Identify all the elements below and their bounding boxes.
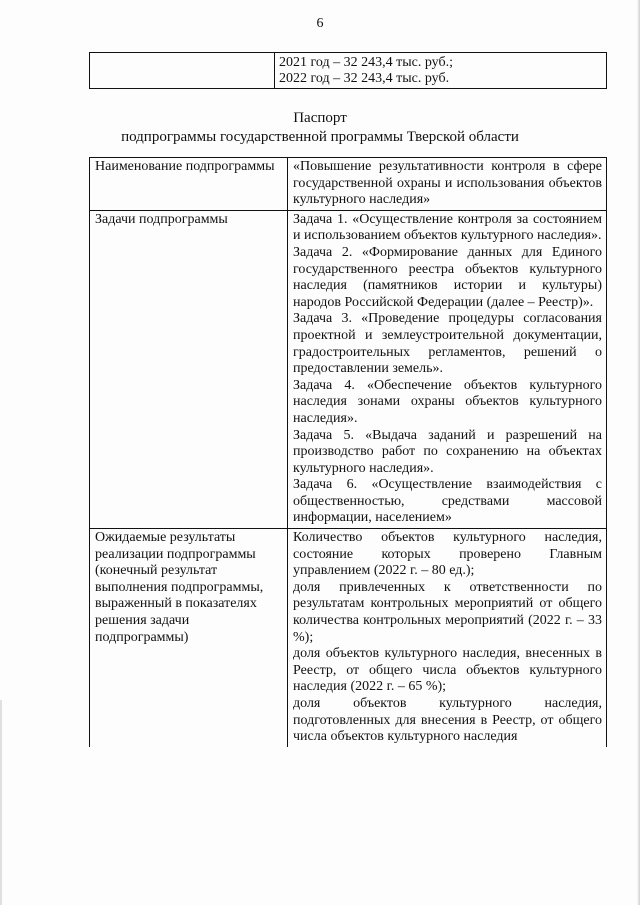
- row-label: Наименование подпрограммы: [90, 158, 288, 211]
- task-6: Задача 6. «Осуществление взаимодействия с общественностью, средствами массовой информации, населением»: [293, 477, 602, 526]
- task-3: Задача 3. «Проведение процедуры согласования проектной и землеустроительной документации, градостроительных регламентов, решений о предоставлении земель».: [293, 311, 602, 377]
- passport-title: Паспорт: [293, 110, 347, 126]
- funding-table-continuation: [89, 52, 607, 89]
- row-content: [288, 210, 607, 528]
- table-row: [90, 529, 607, 747]
- task-4: Задача 4. «Обеспечение объектов культурного наследия зонами охраны объектов культурного наследия».: [293, 377, 602, 426]
- passport-heading: [0, 109, 640, 147]
- row-label: Ожидаемые результаты реализации подпрограммы (конечный результат выполнения подпрограммы, выраженный в показателях решения задачи подпрограммы): [90, 529, 288, 747]
- task-1: Задача 1. «Осуществление контроля за состоянием и использованием объектов культурного наследия».: [293, 211, 602, 244]
- scan-edge: [0, 700, 2, 905]
- funding-line-2021: 2021 год – 32 243,4 тыс. руб.;: [279, 55, 453, 70]
- row-content: [288, 529, 607, 747]
- result-3: доля объектов культурного наследия, внесенных в Реестр, от общего числа объектов культурного наследия (2022 г. – 65 %);: [293, 646, 602, 695]
- table-row: [90, 53, 607, 89]
- row-content: [288, 158, 607, 211]
- funding-line-2022: 2022 год – 32 243,4 тыс. руб.: [279, 71, 450, 86]
- passport-table: [89, 157, 607, 747]
- task-5: Задача 5. «Выдача заданий и разрешений на производство работ по сохранению на объектах культурного наследия».: [293, 427, 602, 476]
- task-2: Задача 2. «Формирование данных для Единого государственного реестра объектов культурного наследия (памятников истории и культуры) народов Российской Федерации (далее – Реестр)».: [293, 244, 602, 310]
- empty-cell: [90, 53, 275, 89]
- table-row: [90, 158, 607, 211]
- page-number: 6: [316, 16, 324, 31]
- table-row: [90, 210, 607, 528]
- funding-cell: [275, 53, 607, 89]
- passport-subtitle: подпрограммы государственной программы Тверской области: [121, 129, 519, 145]
- subprogram-name: «Повышение результативности контроля в сфере государственной охраны и использования объектов культурного наследия»: [293, 159, 602, 208]
- result-4: доля объектов культурного наследия, подготовленных для внесения в Реестр, от общего числа объектов культурного наследия: [293, 696, 602, 745]
- row-label: Задачи подпрограммы: [90, 210, 288, 528]
- result-2: доля привлеченных к ответственности по результатам контрольных мероприятий от общего количества контрольных мероприятий (2022 г. – 33 %);: [293, 579, 602, 645]
- result-1: Количество объектов культурного наследия, состояние которых проверено Главным управлением (2022 г. – 80 ед.);: [293, 530, 602, 579]
